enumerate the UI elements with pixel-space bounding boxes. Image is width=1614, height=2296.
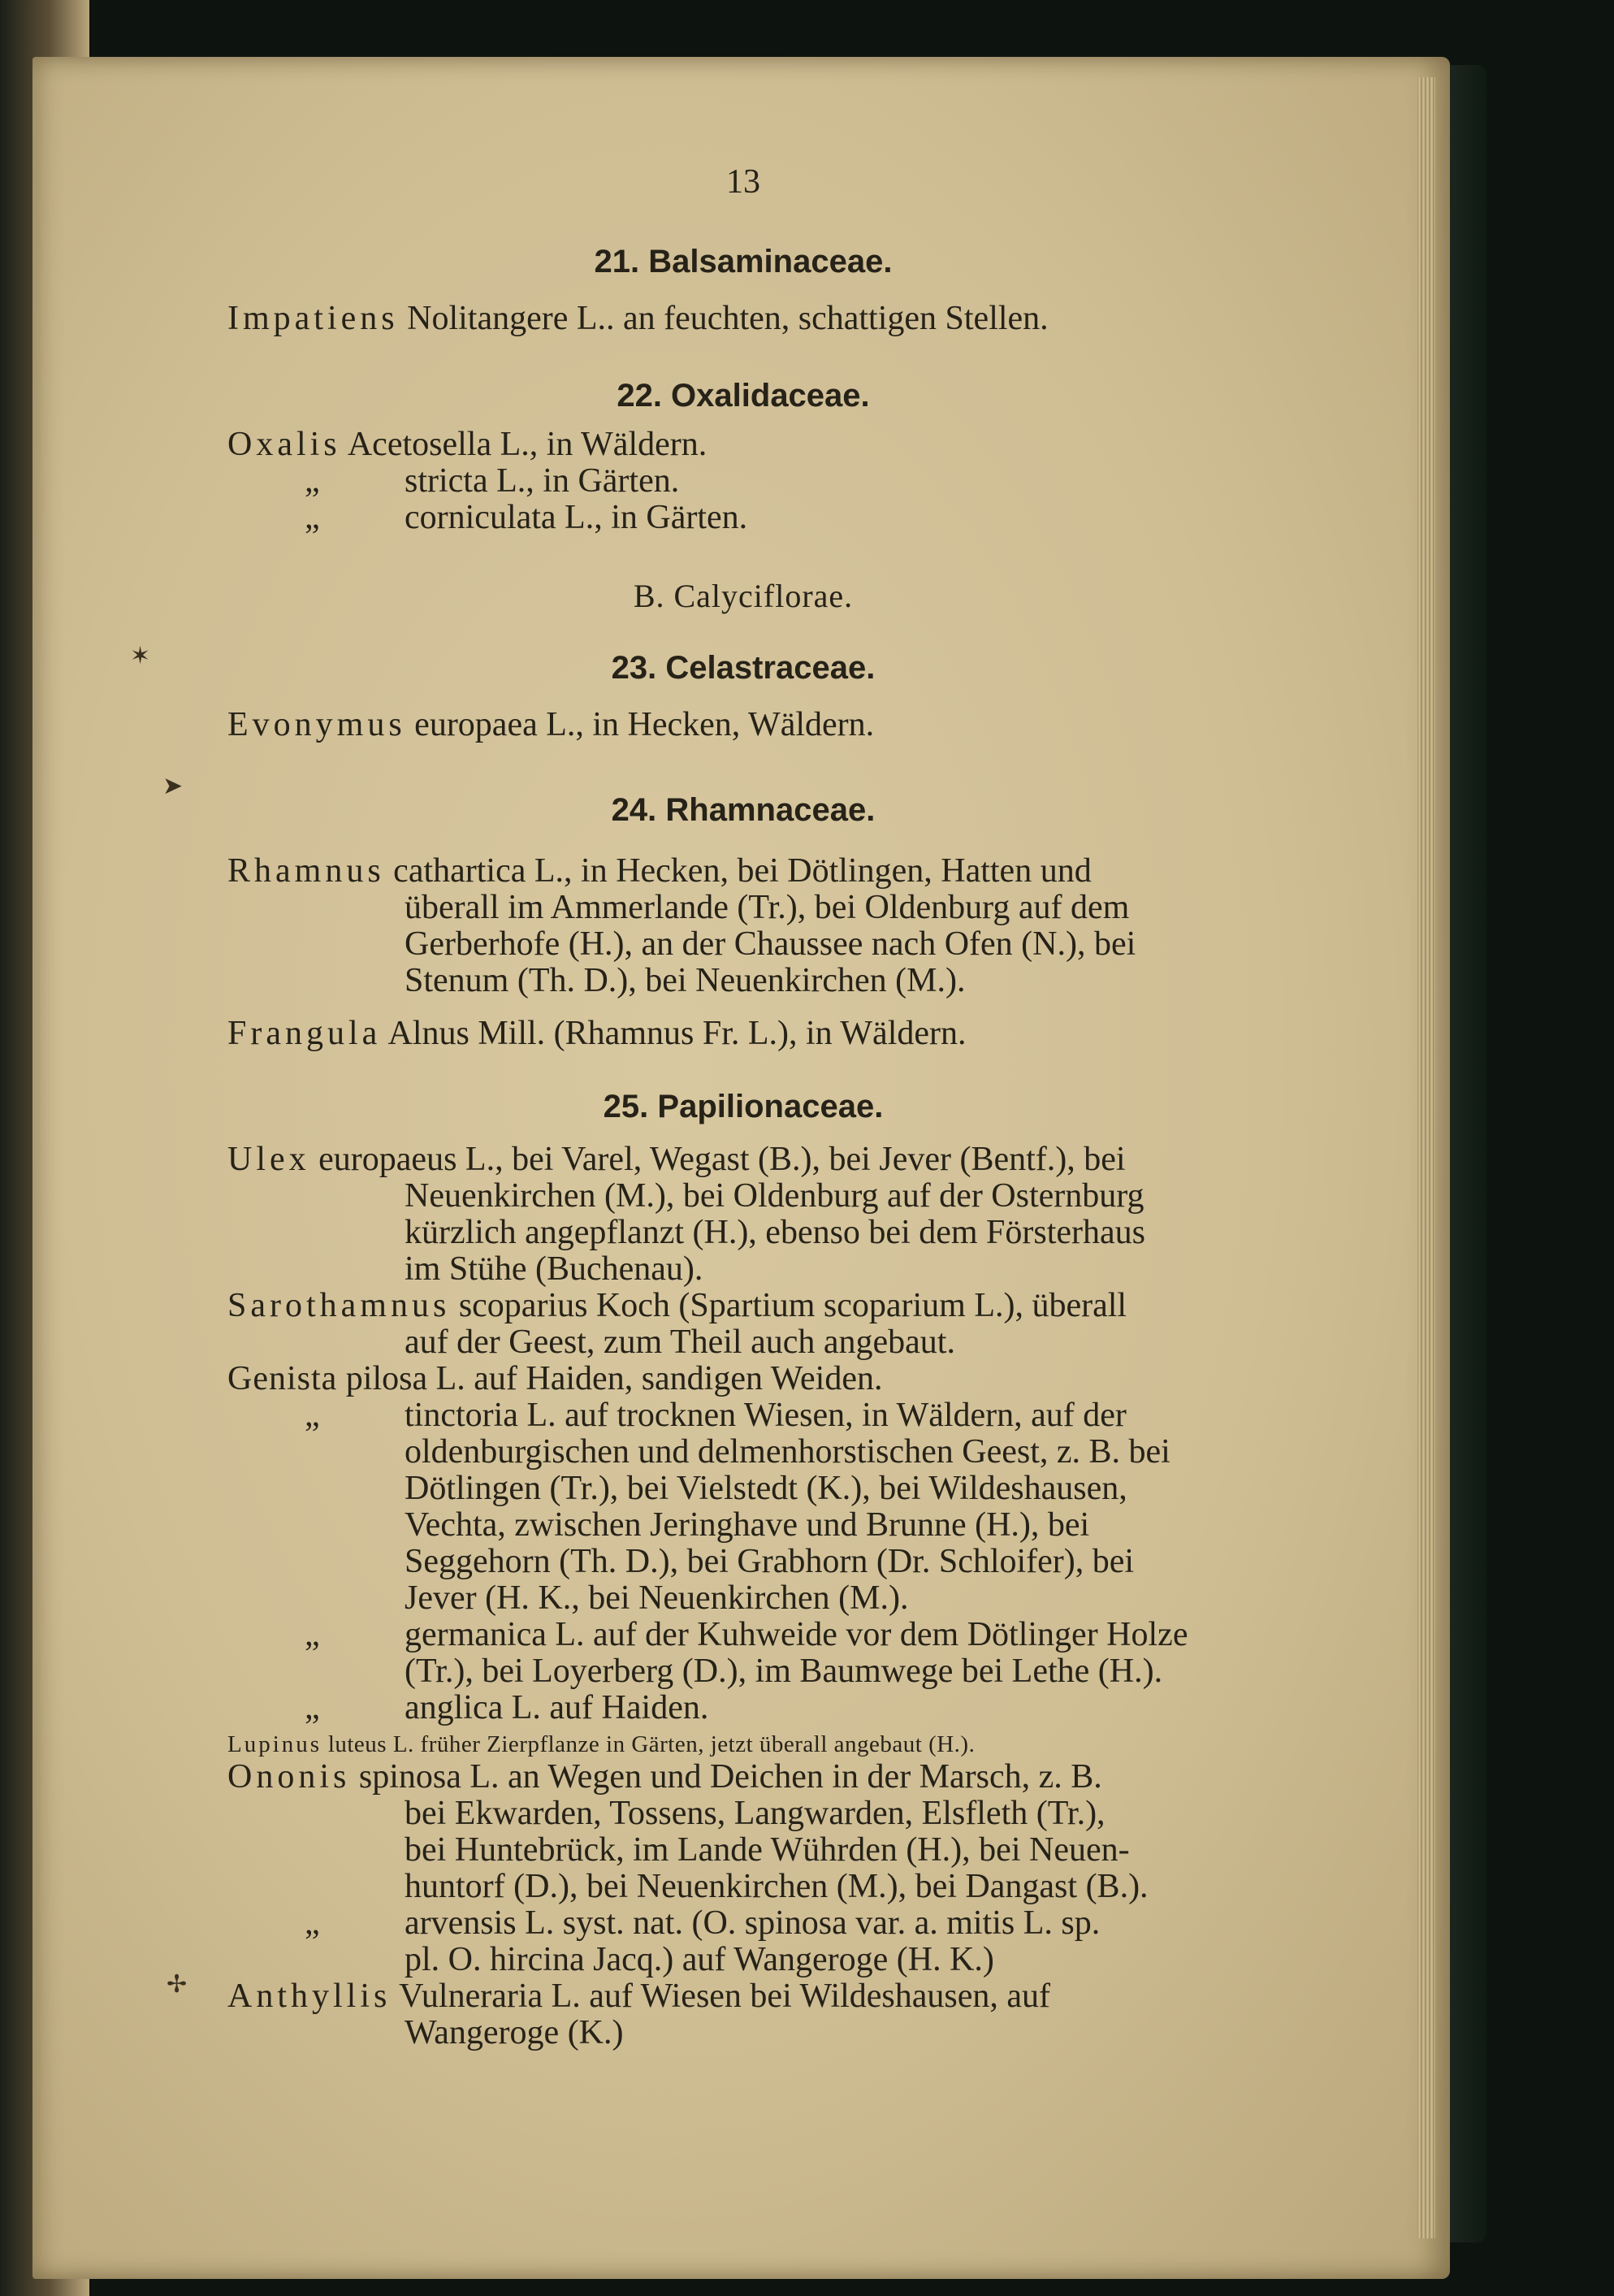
- entry-text: Dötlingen (Tr.), bei Vielstedt (K.), bei Wildeshausen,: [405, 1470, 1127, 1507]
- margin-arrow-mark: ➤: [162, 772, 184, 800]
- genus-name: Rhamnus: [227, 852, 385, 890]
- ditto-mark: „: [305, 462, 320, 500]
- entry-evonymus: [227, 707, 1263, 743]
- entry-genista-pilosa: [227, 1361, 1263, 1397]
- genus-name: Ulex: [227, 1141, 310, 1178]
- entry-text: Neuenkirchen (M.), bei Oldenburg auf der Osternburg: [405, 1177, 1145, 1215]
- genus-name: Genista: [227, 1360, 338, 1397]
- genus-name: Frangula: [227, 1015, 382, 1052]
- heading-celastraceae: 23. Celastraceae.: [611, 650, 876, 686]
- entry-genista-tinctoria: [227, 1397, 1263, 1617]
- heading-oxalidaceae: 22. Oxalidaceae.: [617, 378, 870, 414]
- subgroup-calyciflorae: B. Calyciflorae.: [633, 578, 854, 614]
- entry-text: europaea L., in Hecken, Wäldern.: [414, 706, 875, 743]
- margin-star-mark: ✶: [130, 642, 151, 670]
- genus-name: Lupinus: [227, 1731, 322, 1757]
- margin-cross-mark: ✢: [167, 1970, 188, 1999]
- entry-text: im Stühe (Buchenau).: [405, 1250, 703, 1288]
- page-number: 13: [726, 163, 760, 201]
- genus-name: Sarothamnus: [227, 1287, 451, 1324]
- entry-text: corniculata L., in Gärten.: [405, 499, 748, 536]
- entry-text: Nolitangere L.. an feuchten, schattigen Stellen.: [407, 300, 1049, 337]
- entry-ononis-arvensis: [227, 1905, 1263, 1978]
- entry-text: überall im Ammerlande (Tr.), bei Oldenburg auf dem: [405, 889, 1130, 926]
- entry-text: pl. O. hircina Jacq.) auf Wangeroge (H. K.): [405, 1941, 994, 1978]
- entry-text: europaeus L., bei Varel, Wegast (B.), bei Jever (Bentf.), bei: [318, 1141, 1126, 1178]
- entry-genista-germanica: [227, 1617, 1263, 1690]
- entry-text: auf der Geest, zum Theil auch angebaut.: [405, 1323, 955, 1361]
- entry-text: cathartica L., in Hecken, bei Dötlingen, Hatten und: [393, 852, 1092, 890]
- entry-text: stricta L., in Gärten.: [405, 462, 680, 500]
- entry-lupinus: [227, 1731, 1263, 1758]
- entry-text: bei Ekwarden, Tossens, Langwarden, Elsfleth (Tr.),: [405, 1795, 1106, 1832]
- entry-text: anglica L. auf Haiden.: [405, 1689, 709, 1726]
- entry-sarothamnus: [227, 1288, 1263, 1361]
- ditto-mark: „: [305, 1904, 320, 1942]
- ditto-mark: „: [305, 1397, 320, 1434]
- genus-name: Evonymus: [227, 706, 406, 743]
- entry-genista-anglica: [227, 1690, 1263, 1726]
- genus-name: Anthyllis: [227, 1978, 392, 2015]
- entry-text: bei Huntebrück, im Lande Wührden (H.), bei Neuen-: [405, 1831, 1130, 1869]
- heading-balsaminaceae: 21. Balsaminaceae.: [594, 244, 893, 279]
- page-edges: [1417, 77, 1435, 2238]
- entry-text: Jever (H. K., bei Neuenkirchen (M.).: [405, 1579, 909, 1617]
- entry-text: scoparius Koch (Spartium scoparium L.), überall: [458, 1287, 1127, 1324]
- entry-text: Vulneraria L. auf Wiesen bei Wildeshausen, auf: [399, 1978, 1051, 2015]
- entry-text: huntorf (D.), bei Neuenkirchen (M.), bei Dangast (B.).: [405, 1868, 1149, 1905]
- entry-text: Alnus Mill. (Rhamnus Fr. L.), in Wäldern.: [387, 1015, 967, 1052]
- ditto-mark: „: [305, 499, 320, 536]
- entry-text: Wangeroge (K.): [405, 2014, 624, 2051]
- heading-rhamnaceae: 24. Rhamnaceae.: [611, 792, 876, 828]
- entry-text: Seggehorn (Th. D.), bei Grabhorn (Dr. Schloifer), bei: [405, 1543, 1135, 1580]
- entry-text: kürzlich angepflanzt (H.), ebenso bei dem Försterhaus: [405, 1214, 1146, 1251]
- genus-name: Impatiens: [227, 300, 399, 337]
- entry-text: tinctoria L. auf trocknen Wiesen, in Wäldern, auf der: [405, 1397, 1127, 1434]
- entry-text: spinosa L. an Wegen und Deichen in der Marsch, z. B.: [358, 1758, 1102, 1796]
- entry-text: oldenburgischen und delmenhorstischen Geest, z. B. bei: [405, 1433, 1170, 1471]
- entry-ulex: [227, 1142, 1263, 1288]
- entry-text: pilosa L. auf Haiden, sandigen Weiden.: [345, 1360, 883, 1397]
- ditto-mark: „: [305, 1616, 320, 1653]
- entry-text: Gerberhofe (H.), an der Chaussee nach Ofen (N.), bei: [405, 925, 1136, 963]
- entry-text: Vechta, zwischen Jeringhave und Brunne (H.), bei: [405, 1506, 1090, 1544]
- entry-oxalis-stricta: [227, 463, 1263, 500]
- entry-anthyllis: [227, 1978, 1263, 2051]
- entry-oxalis-acetosella: [227, 427, 1263, 463]
- entry-text: germanica L. auf der Kuhweide vor dem Dötlinger Holze: [405, 1616, 1188, 1653]
- entry-frangula: [227, 1016, 1263, 1052]
- entry-ononis-spinosa: [227, 1759, 1263, 1905]
- entry-text: arvensis L. syst. nat. (O. spinosa var. a. mitis L. sp.: [405, 1904, 1101, 1942]
- entry-rhamnus: [227, 853, 1263, 999]
- genus-name: Ononis: [227, 1758, 351, 1796]
- entry-impatiens: [227, 301, 1263, 337]
- ditto-mark: „: [305, 1689, 320, 1726]
- genus-name: Oxalis: [227, 426, 341, 463]
- entry-text: Acetosella L., in Wäldern.: [347, 426, 707, 463]
- entry-text: luteus L. früher Zierpflanze in Gärten, jetzt überall angebaut (H.).: [327, 1731, 976, 1757]
- heading-papilionaceae: 25. Papilionaceae.: [603, 1089, 884, 1124]
- entry-text: Stenum (Th. D.), bei Neuenkirchen (M.).: [405, 962, 966, 999]
- entry-text: (Tr.), bei Loyerberg (D.), im Baumwege bei Lethe (H.).: [405, 1653, 1163, 1690]
- entry-oxalis-corniculata: [227, 500, 1263, 536]
